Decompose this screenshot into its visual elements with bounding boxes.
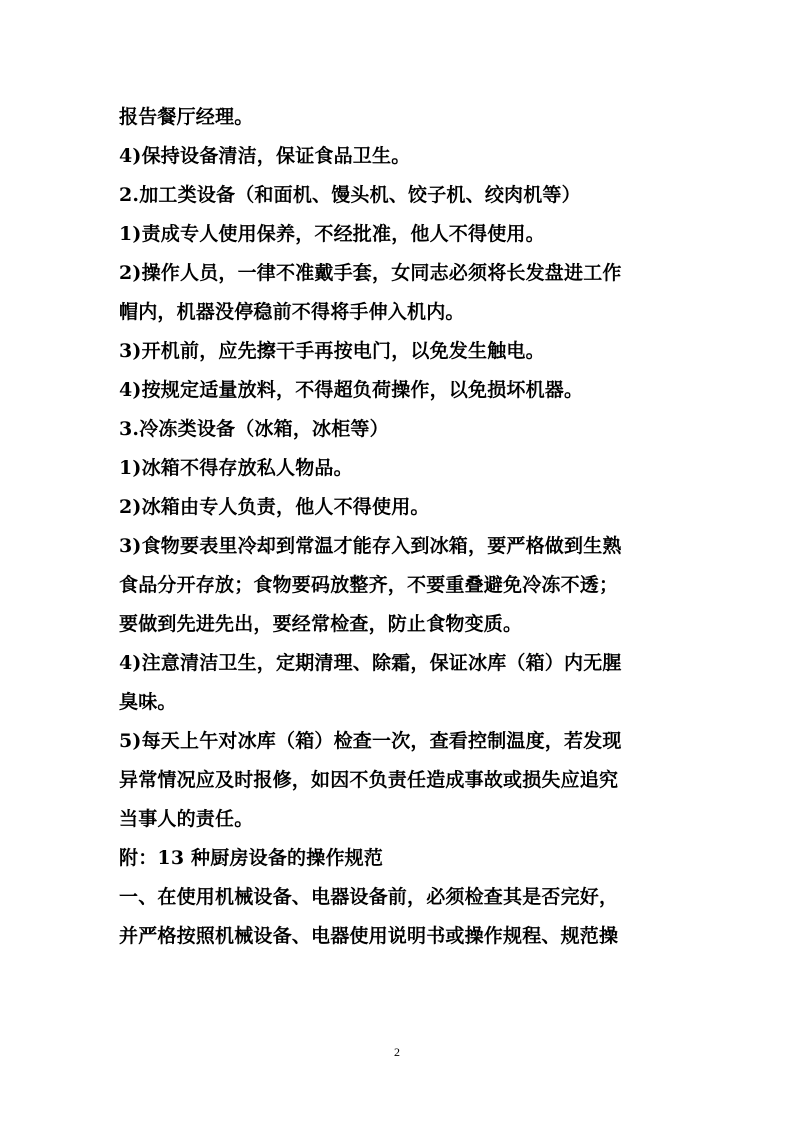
text-line: 一、在使用机械设备、电器设备前，必须检查其是否完好， bbox=[119, 886, 619, 908]
text-line: 报告餐厅经理。 bbox=[119, 106, 254, 128]
text-line: 异常情况应及时报修，如因不负责任造成事故或损失应追究 bbox=[119, 769, 619, 791]
page-number: 2 bbox=[394, 1045, 400, 1059]
section-heading: 2.加工类设备（和面机、馒头机、饺子机、绞肉机等） bbox=[119, 184, 581, 206]
text-line: 2)操作人员，一律不准戴手套，女同志必须将长发盘进工作 bbox=[119, 262, 622, 284]
text-line: 1)责成专人使用保养，不经批准，他人不得使用。 bbox=[119, 223, 545, 245]
text-line: 帽内，机器没停稳前不得将手伸入机内。 bbox=[119, 301, 465, 323]
text-line: 4)保持设备清洁，保证食品卫生。 bbox=[119, 145, 411, 167]
text-line: 并严格按照机械设备、电器使用说明书或操作规程、规范操 bbox=[119, 925, 619, 947]
text-line: 臭味。 bbox=[119, 691, 177, 713]
text-line: 要做到先进先出，要经常检查，防止食物变质。 bbox=[119, 613, 523, 635]
section-heading: 3.冷冻类设备（冰箱，冰柜等） bbox=[119, 418, 389, 440]
text-line: 3)食物要表里冷却到常温才能存入到冰箱，要严格做到生熟 bbox=[119, 535, 622, 557]
text-line: 当事人的责任。 bbox=[119, 808, 254, 830]
text-line: 4)注意清洁卫生，定期清理、除霜，保证冰库（箱）内无腥 bbox=[119, 652, 622, 674]
text-line: 食品分开存放；食物要码放整齐，不要重叠避免冷冻不透； bbox=[119, 574, 619, 596]
appendix-heading: 附：13 种厨房设备的操作规范 bbox=[119, 847, 384, 869]
text-line: 3)开机前，应先擦干手再按电门，以免发生触电。 bbox=[119, 340, 545, 362]
document-body bbox=[119, 98, 679, 956]
text-line: 2)冰箱由专人负责，他人不得使用。 bbox=[119, 496, 430, 518]
text-line: 1)冰箱不得存放私人物品。 bbox=[119, 457, 353, 479]
text-line: 4)按规定适量放料，不得超负荷操作，以免损坏机器。 bbox=[119, 379, 584, 401]
text-line: 5)每天上午对冰库（箱）检查一次，查看控制温度，若发现 bbox=[119, 730, 622, 752]
